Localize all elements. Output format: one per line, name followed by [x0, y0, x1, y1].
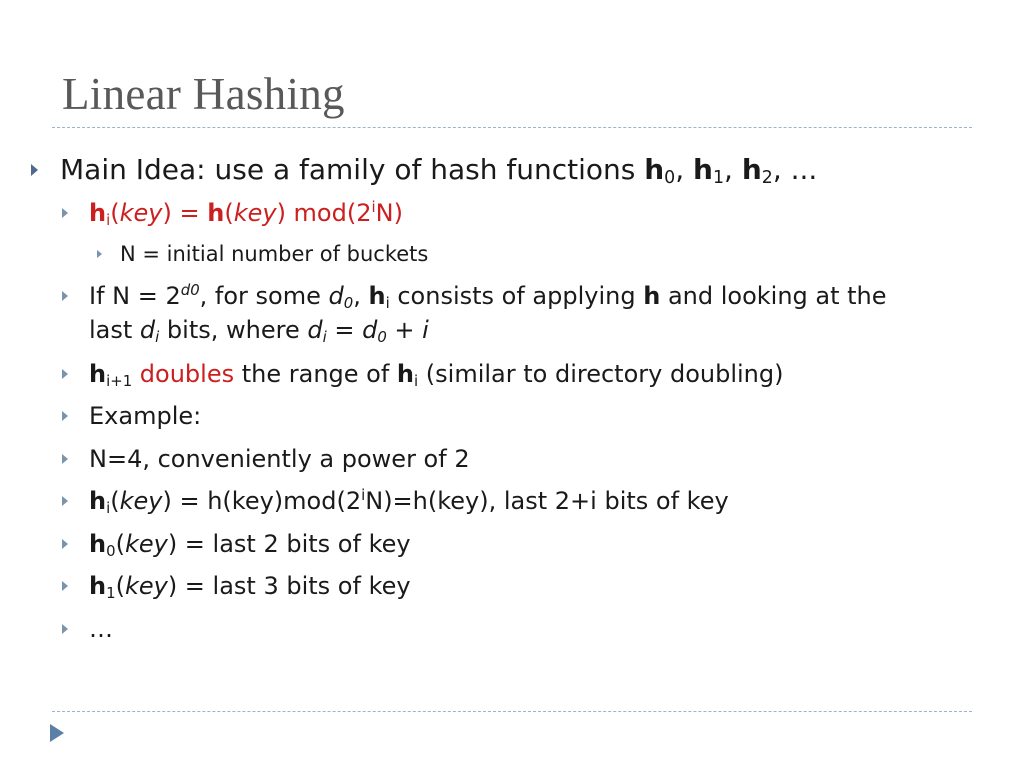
- doubles-text: (similar to directory doubling): [418, 360, 784, 388]
- doubles-text: the range of: [234, 360, 397, 388]
- formula-key: key: [119, 199, 163, 227]
- h1-key: key: [124, 572, 168, 600]
- if-text: +: [386, 316, 423, 344]
- slide-title: Linear Hashing: [62, 69, 345, 119]
- h1-sub: 1: [106, 584, 116, 602]
- bullet-n4-icon: [62, 454, 68, 464]
- if-d: d: [328, 282, 344, 310]
- if-di-sub: i: [322, 328, 327, 346]
- bullet-example-icon: [62, 411, 68, 421]
- main-idea-suffix: , ...: [772, 153, 818, 186]
- if-di-sub: i: [155, 328, 160, 346]
- h0-text: (: [115, 530, 125, 558]
- if-text: If N = 2: [89, 282, 181, 310]
- formula-i-sub: i: [106, 211, 111, 229]
- formula-line: [89, 199, 403, 227]
- if-text: ,: [353, 282, 369, 310]
- if-text: =: [326, 316, 363, 344]
- if-text: , for some: [199, 282, 329, 310]
- formula-h: h: [89, 199, 107, 227]
- if-h: h: [368, 282, 386, 310]
- h1-subscript: 1: [712, 168, 725, 188]
- if-d0: d: [362, 316, 378, 344]
- separator: ,: [724, 153, 742, 186]
- h0-key: key: [124, 530, 168, 558]
- if-clause-line2: [89, 316, 429, 344]
- h1-symbol: h: [693, 153, 713, 186]
- main-idea-line: [60, 153, 817, 186]
- formula-sup-i: i: [371, 198, 376, 216]
- example-label: Example:: [89, 402, 202, 430]
- formula-key: key: [233, 199, 277, 227]
- n-definition-line: N = initial number of buckets: [120, 242, 429, 266]
- h2-subscript: 2: [761, 168, 773, 188]
- main-idea-prefix: Main Idea: use a family of hash functions: [60, 153, 645, 186]
- if-di: d: [139, 316, 156, 344]
- hi-h: h: [89, 487, 107, 515]
- doubles-line: [89, 360, 783, 388]
- hi-example-line: [89, 487, 729, 515]
- hi-sup: i: [361, 486, 366, 504]
- h1-h: h: [89, 572, 107, 600]
- if-clause-line1: [89, 282, 887, 310]
- doubles-h2: h: [396, 360, 415, 388]
- if-text: consists of applying: [389, 282, 644, 310]
- hi-text: N)=h(key), last 2+i bits of key: [365, 487, 729, 515]
- formula-paren: (: [110, 199, 120, 227]
- if-di: d: [307, 316, 323, 344]
- doubles-h: h: [89, 360, 107, 388]
- h0-symbol: h: [644, 153, 665, 186]
- separator: ,: [675, 153, 694, 186]
- h0-text: ) = last 2 bits of key: [167, 530, 411, 558]
- title-divider: [52, 127, 972, 128]
- ellipsis-line: …: [89, 615, 113, 643]
- h2-symbol: h: [741, 153, 762, 186]
- h1-example-line: [89, 572, 411, 600]
- hi-sub: i: [106, 499, 111, 517]
- hi-text: ) = h(key)mod(2: [162, 487, 362, 515]
- h1-text: (: [115, 572, 125, 600]
- bullet-n-def-icon: [97, 250, 102, 258]
- hi-key: key: [119, 487, 163, 515]
- h1-text: ) = last 3 bits of key: [167, 572, 411, 600]
- h0-example-line: [89, 530, 411, 558]
- if-i: i: [422, 316, 429, 344]
- formula-close: N): [375, 199, 403, 227]
- if-h2: h: [643, 282, 661, 310]
- doubles-keyword: doubles: [132, 360, 235, 388]
- if-text: and looking at the: [660, 282, 887, 310]
- if-h-sub: i: [385, 294, 390, 312]
- bullet-if-icon: [62, 291, 68, 301]
- bullet-hi-example-icon: [62, 496, 68, 506]
- h0-sub: 0: [106, 542, 116, 560]
- hi-text: (: [110, 487, 120, 515]
- if-text: bits, where: [159, 316, 308, 344]
- h0-subscript: 0: [664, 168, 676, 188]
- next-slide-arrow-icon[interactable]: [50, 724, 64, 742]
- bullet-h0-example-icon: [62, 539, 68, 549]
- if-d0-sub: 0: [377, 328, 387, 346]
- bullet-formula-icon: [62, 208, 68, 218]
- bullet-ellipsis-icon: [62, 624, 68, 634]
- n4-line: N=4, conveniently a power of 2: [89, 445, 470, 473]
- doubles-sub2: i: [414, 372, 419, 390]
- footer-divider: [52, 711, 972, 712]
- formula-h-bold: h: [207, 199, 225, 227]
- formula-paren: (: [224, 199, 234, 227]
- bullet-main-idea-icon: [31, 164, 38, 176]
- bullet-h1-example-icon: [62, 581, 68, 591]
- if-text: last: [89, 316, 140, 344]
- formula-equals: ) =: [162, 199, 208, 227]
- doubles-sub: i+1: [106, 372, 133, 390]
- bullet-doubles-icon: [62, 369, 68, 379]
- h0-h: h: [89, 530, 107, 558]
- formula-mod: ) mod(2: [276, 199, 372, 227]
- if-sup-d0: d0: [180, 281, 200, 299]
- if-d-sub: 0: [343, 294, 354, 312]
